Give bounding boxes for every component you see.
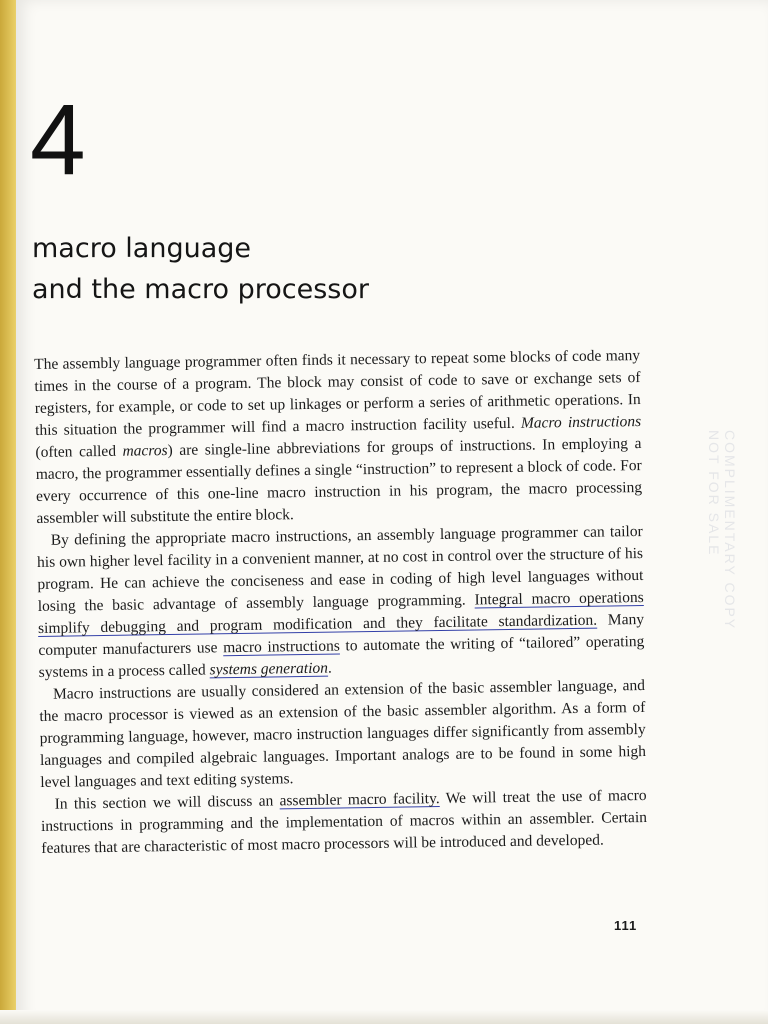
paragraph-1-text-a: The assembly language programmer often finds it necessary to repeat some blocks of code many times in the course of a program. The block may consist of code to save or exchange sets of registers, for example, or code to set up linkages or perform a series of arithmetic operations. In this situation the programmer will find a macro instruction facility useful. [34, 347, 641, 439]
page-bottom-edge [0, 1010, 768, 1024]
paragraph-1 [34, 345, 643, 530]
paragraph-2-underlined-macro-instructions: macro instructions [223, 637, 340, 657]
page-number: 111 [614, 918, 638, 933]
paragraph-2-text-g: . [327, 659, 332, 677]
paragraph-2-text-a: By defining the appropriate macro instructions, an assembly language programmer can tailor his own higher level facility in a convenient manner, at no cost in control over the structure of his program. He can achieve the conciseness and ease in coding of high level languages without losing the basic advantage of assembly language programming. [36, 522, 644, 615]
complimentary-copy-watermark [706, 430, 738, 630]
watermark-line-1: COMPLIMENTARY COPY [722, 430, 738, 631]
paragraph-4-text-a: In this section we will discuss an [54, 792, 280, 813]
paragraph-2-text-c: Many computer manufacturers use [38, 610, 645, 659]
paragraph-1-text-e: ) are single-line abbreviations for groups of instructions. In employing a macro, the programmer essentially defines a single “instruction” to represent a block of code. For every occurrence of this one-line macro instruction in his program, the macro processing assembler will substitute the entire block. [35, 435, 643, 527]
paragraph-4-text-c: We will treat the use of macro instructions in programming and the implementation of macros within an assembler. Certain features that are characteristic of most macro processors will be introduced and developed. [40, 786, 648, 857]
paragraph-1-text-c: (often called [35, 442, 123, 461]
chapter-number: 4 [30, 84, 84, 196]
paragraph-4-underlined-assembler-macro: assembler macro facility. [279, 790, 440, 810]
paragraph-3: Macro instructions are usually considered an extension of the basic assembler language, and the macro processor is viewed as an extension of the basic assembler algorithm. As a form of programming language, however, macro instruction languages differ significantly from assembly languages and compiled algebraic languages. Important analogs are to be found in some high level languages and text editing systems. [39, 676, 647, 791]
watermark-line-2: NOT FOR SALE [706, 430, 722, 557]
paragraph-1-term-macros: macros [122, 442, 168, 460]
chapter-title-line-1: macro language [32, 233, 252, 264]
paragraph-1-term-macro-instructions: Macro instructions [520, 413, 642, 432]
paragraph-4 [41, 785, 648, 860]
paragraph-2-term-systems-generation: systems generation [209, 659, 329, 679]
body-text [34, 345, 647, 860]
chapter-title [32, 228, 369, 310]
paragraph-2 [37, 521, 645, 684]
paragraph-2-text-e: to automate the writing of “tailored” operating systems in a process called [38, 632, 645, 681]
paragraph-2-underlined-integral-macro: Integral macro operations simplify debugging and program modification and they facilitate standardization. [37, 588, 644, 637]
chapter-title-line-2: and the macro processor [32, 274, 369, 305]
